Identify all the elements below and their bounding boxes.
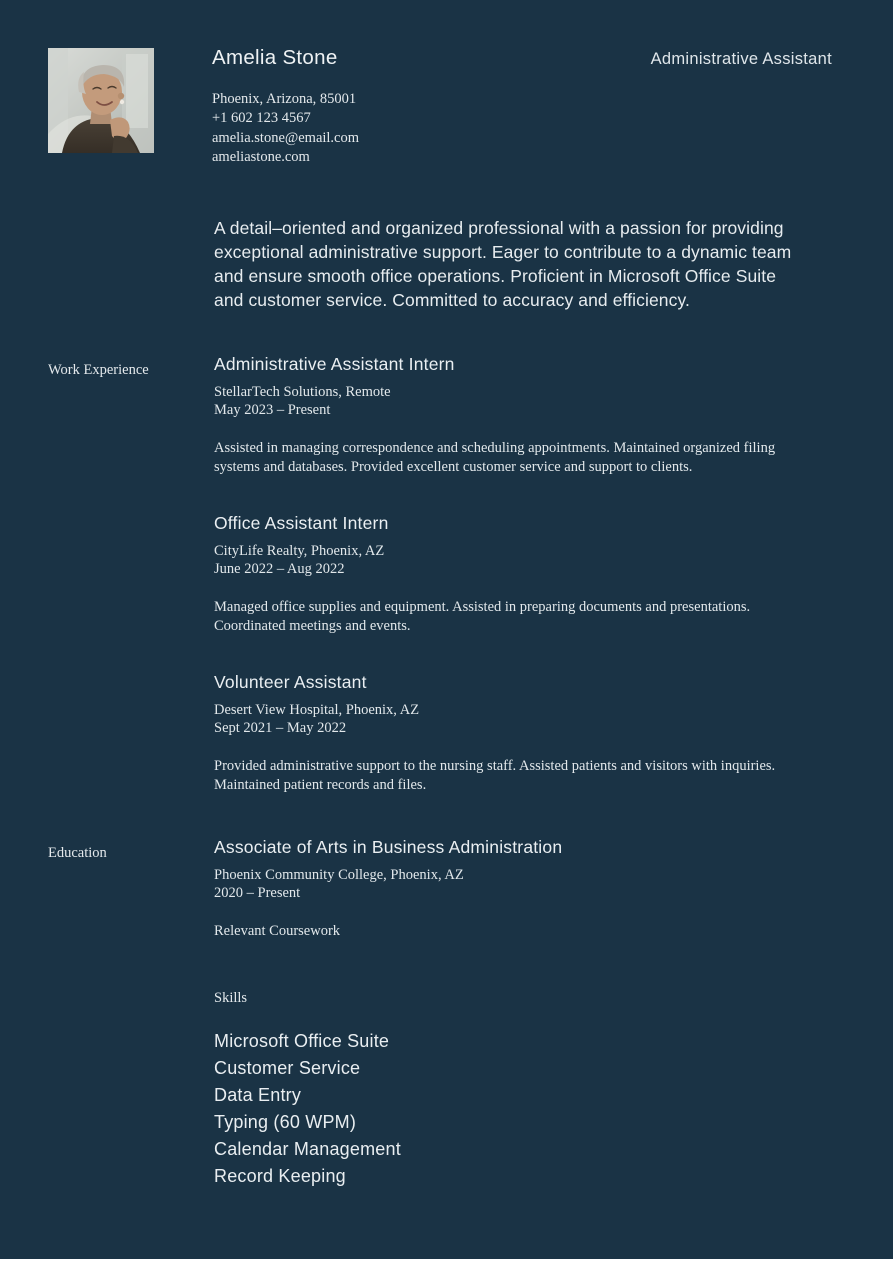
work-experience-label-col: [0, 353, 214, 379]
education-section: [0, 836, 893, 1190]
work-experience-entries: [214, 353, 893, 795]
work-entry-meta: [214, 542, 845, 579]
education-entry-dates: 2020 – Present: [214, 885, 301, 902]
education-entry: [214, 836, 845, 941]
profile-photo: [48, 48, 154, 153]
contact-block: [212, 90, 845, 168]
skills-heading: Skills: [214, 989, 248, 1006]
resume-header: [0, 0, 893, 168]
skill-item: Calendar Management: [214, 1138, 401, 1159]
work-entry: [214, 353, 845, 477]
contact-email[interactable]: amelia.stone@email.com: [212, 129, 360, 146]
contact-phone: +1 602 123 4567: [212, 110, 311, 127]
work-entry-description: Assisted in managing correspondence and scheduling appointments. Maintained organized filing systems and databases. Provided excellent customer service and support to clients.: [214, 439, 776, 475]
work-entry-dates: May 2023 – Present: [214, 402, 331, 419]
work-entry-dates: Sept 2021 – May 2022: [214, 720, 347, 737]
summary-section: [0, 216, 893, 312]
work-entry-company: Desert View Hospital, Phoenix, AZ: [214, 701, 420, 718]
section-label-work-experience: Work Experience: [48, 361, 149, 378]
candidate-name: Amelia Stone: [212, 46, 338, 69]
work-experience-section: [0, 353, 893, 795]
skill-item: Data Entry: [214, 1084, 302, 1105]
work-entry-description: Provided administrative support to the nursing staff. Assisted patients and visitors with inquiries. Maintained patient records and files.: [214, 757, 776, 793]
summary-text: A detail–oriented and organized professional with a passion for providing exceptional administrative support. Eager to contribute to a dynamic team and ensure smooth office operations. Proficient in Microsoft Office Suite and customer service. Committed to accuracy and efficiency.: [214, 217, 792, 310]
work-entry-description: Managed office supplies and equipment. Assisted in preparing documents and presentations. Coordinated meetings and events.: [214, 598, 751, 634]
work-entry-meta: [214, 383, 845, 420]
skill-item: Typing (60 WPM): [214, 1111, 357, 1132]
candidate-job-title: Administrative Assistant: [650, 50, 832, 68]
work-entry: [214, 512, 845, 636]
education-coursework-label: Relevant Coursework: [214, 922, 341, 939]
work-entry-dates: June 2022 – Aug 2022: [214, 561, 345, 578]
section-label-education: Education: [48, 844, 107, 861]
summary-body-col: [214, 216, 893, 312]
work-entry-title: Volunteer Assistant: [214, 671, 367, 692]
skill-item: Record Keeping: [214, 1165, 346, 1186]
education-entries: [214, 836, 893, 1190]
work-entry-company: CityLife Realty, Phoenix, AZ: [214, 542, 385, 559]
skills-section: [214, 989, 845, 1190]
contact-address: Phoenix, Arizona, 85001: [212, 90, 357, 107]
skill-item: Microsoft Office Suite: [214, 1030, 390, 1051]
education-entry-school: Phoenix Community College, Phoenix, AZ: [214, 866, 464, 883]
work-entry: [214, 671, 845, 795]
work-entry-title: Office Assistant Intern: [214, 512, 389, 533]
page-bottom-spacer: [0, 1190, 893, 1214]
skill-item: Customer Service: [214, 1057, 361, 1078]
education-entry-meta: [214, 866, 845, 903]
education-entry-title: Associate of Arts in Business Administration: [214, 836, 563, 857]
name-and-title-row: [212, 48, 845, 69]
skills-list: [214, 1028, 845, 1190]
work-entry-company: StellarTech Solutions, Remote: [214, 383, 391, 400]
header-details: [154, 48, 893, 168]
contact-website[interactable]: ameliastone.com: [212, 149, 310, 166]
work-entry-title: Administrative Assistant Intern: [214, 353, 455, 374]
education-label-col: [0, 836, 214, 862]
work-entry-meta: [214, 701, 845, 738]
